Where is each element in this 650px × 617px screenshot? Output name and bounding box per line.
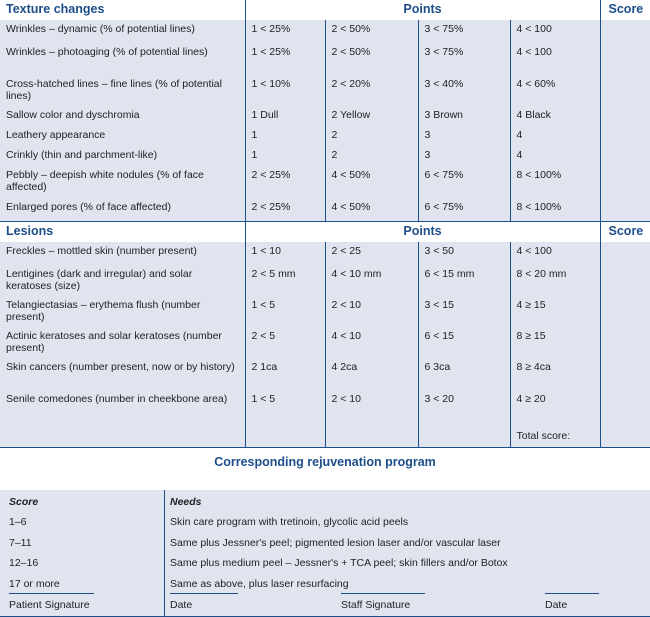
points-cell: 2 < 25% <box>245 166 325 198</box>
points-cell: 4 < 100 <box>510 43 600 75</box>
points-cell: 8 < 100% <box>510 166 600 198</box>
criterion-label: Cross-hatched lines – fine lines (% of potential lines) <box>0 75 245 106</box>
score-cell[interactable] <box>600 75 650 106</box>
points-cell: 6 < 15 <box>418 327 510 358</box>
points-cell: 2 Yellow <box>325 106 418 126</box>
points-cell: 2 < 25 <box>325 242 418 265</box>
total-score-cell[interactable] <box>600 422 650 447</box>
points-cell: 4 < 100 <box>510 242 600 265</box>
score-cell[interactable] <box>600 166 650 198</box>
score-cell[interactable] <box>600 242 650 265</box>
score-cell[interactable] <box>600 106 650 126</box>
points-cell: 2 < 25% <box>245 198 325 221</box>
score-cell[interactable] <box>600 327 650 358</box>
points-cell: 8 < 100% <box>510 198 600 221</box>
score-cell[interactable] <box>600 390 650 422</box>
score-cell[interactable] <box>600 20 650 43</box>
score-range: 12–16 <box>9 557 39 569</box>
criterion-label: Crinkly (thin and parchment-like) <box>0 146 245 166</box>
table-row <box>0 43 650 75</box>
score-header: Score <box>9 496 39 508</box>
points-cell: 2 <box>325 126 418 146</box>
needs-text: Same plus medium peel – Jessner's + TCA peel; skin fillers and/or Botox <box>170 557 508 569</box>
points-cell: 3 <box>418 126 510 146</box>
score-range: 17 or more <box>9 577 60 590</box>
points-cell: 2 < 10 <box>325 390 418 422</box>
points-cell: 1 Dull <box>245 106 325 126</box>
table-row <box>0 198 650 221</box>
points-cell: 1 <box>245 126 325 146</box>
lesions-header: Lesions <box>0 221 245 242</box>
table-row <box>0 296 650 327</box>
program-row <box>0 553 650 573</box>
needs-text: Same as above, plus laser resurfacing <box>170 577 349 590</box>
points-cell: 6 < 75% <box>418 166 510 198</box>
table-row <box>0 390 650 422</box>
points-cell: 8 ≥ 15 <box>510 327 600 358</box>
points-cell: 3 < 15 <box>418 296 510 327</box>
score-cell[interactable] <box>600 358 650 390</box>
criterion-label: Enlarged pores (% of face affected) <box>0 198 245 221</box>
patient-signature-field[interactable]: Patient Signature <box>9 590 94 616</box>
points-cell: 1 < 10% <box>245 75 325 106</box>
needs-text: Skin care program with tretinoin, glycolic acid peels <box>170 516 409 528</box>
criterion-label: Freckles – mottled skin (number present) <box>0 242 245 265</box>
criterion-label: Pebbly – deepish white nodules (% of face affected) <box>0 166 245 198</box>
table-row <box>0 327 650 358</box>
texture-header: Texture changes <box>0 0 245 20</box>
table-row <box>0 166 650 198</box>
criterion-label: Senile comedones (number in cheekbone area) <box>0 390 245 422</box>
points-cell: 2 < 10 <box>325 296 418 327</box>
points-cell: 6 3ca <box>418 358 510 390</box>
program-table <box>0 490 650 617</box>
points-cell: 4 < 10 <box>325 327 418 358</box>
points-header: Points <box>245 221 600 242</box>
score-range: 7–11 <box>9 536 32 549</box>
points-cell: 3 < 20 <box>418 390 510 422</box>
needs-header: Needs <box>170 496 202 508</box>
table-row <box>0 146 650 166</box>
criterion-label: Actinic keratoses and solar keratoses (number present) <box>0 327 245 358</box>
points-cell: 2 1ca <box>245 358 325 390</box>
staff-signature-field[interactable]: Staff Signature <box>341 590 425 616</box>
table-row <box>0 75 650 106</box>
points-cell: 3 < 75% <box>418 43 510 75</box>
points-cell: 4 Black <box>510 106 600 126</box>
score-cell[interactable] <box>600 265 650 296</box>
table-row <box>0 265 650 296</box>
points-cell: 3 Brown <box>418 106 510 126</box>
points-cell: 4 < 10 mm <box>325 265 418 296</box>
points-cell: 2 < 50% <box>325 43 418 75</box>
points-cell: 1 < 5 <box>245 390 325 422</box>
points-cell: 4 ≥ 20 <box>510 390 600 422</box>
points-cell: 2 < 20% <box>325 75 418 106</box>
points-cell: 3 < 75% <box>418 20 510 43</box>
criterion-label: Leathery appearance <box>0 126 245 146</box>
points-cell: 8 ≥ 4ca <box>510 358 600 390</box>
criterion-label: Lentigines (dark and irregular) and solar keratoses (size) <box>0 265 245 296</box>
points-cell: 4 <box>510 146 600 166</box>
score-range: 1–6 <box>9 516 27 528</box>
table-row <box>0 358 650 390</box>
criterion-label: Skin cancers (number present, now or by history) <box>0 358 245 390</box>
points-cell: 3 < 50 <box>418 242 510 265</box>
score-header: Score <box>600 221 650 242</box>
points-cell: 4 ≥ 15 <box>510 296 600 327</box>
points-cell: 4 2ca <box>325 358 418 390</box>
score-header: Score <box>600 0 650 20</box>
staff-date-field[interactable]: Date <box>545 590 599 616</box>
points-cell: 4 < 100 <box>510 20 600 43</box>
needs-text: Same plus Jessner's peel; pigmented lesion laser and/or vascular laser <box>170 536 501 549</box>
points-cell: 3 < 40% <box>418 75 510 106</box>
criterion-label: Sallow color and dyschromia <box>0 106 245 126</box>
criterion-label: Wrinkles – photoaging (% of potential lines) <box>0 43 245 75</box>
points-cell: 3 <box>418 146 510 166</box>
points-cell: 1 < 25% <box>245 43 325 75</box>
program-title: Corresponding rejuvenation program <box>0 447 650 476</box>
criterion-label: Wrinkles – dynamic (% of potential lines) <box>0 20 245 43</box>
points-cell: 2 < 5 <box>245 327 325 358</box>
score-cell[interactable] <box>600 43 650 75</box>
criterion-label: Telangiectasias – erythema flush (number present) <box>0 296 245 327</box>
program-row <box>0 512 650 532</box>
score-cell[interactable] <box>600 146 650 166</box>
points-header: Points <box>245 0 600 20</box>
score-cell[interactable] <box>600 198 650 221</box>
points-cell: 1 <box>245 146 325 166</box>
score-cell[interactable] <box>600 296 650 327</box>
points-cell: 1 < 5 <box>245 296 325 327</box>
points-cell: 1 < 10 <box>245 242 325 265</box>
points-cell: 6 < 15 mm <box>418 265 510 296</box>
table-row <box>0 126 650 146</box>
points-cell: 4 < 60% <box>510 75 600 106</box>
points-cell: 2 < 5 mm <box>245 265 325 296</box>
score-cell[interactable] <box>600 126 650 146</box>
total-score-label: Total score: <box>510 422 600 447</box>
points-cell: 6 < 75% <box>418 198 510 221</box>
points-cell: 2 < 50% <box>325 20 418 43</box>
points-cell: 1 < 25% <box>245 20 325 43</box>
table-row <box>0 20 650 43</box>
patient-date-field[interactable]: Date <box>170 590 238 616</box>
points-cell: 8 < 20 mm <box>510 265 600 296</box>
points-cell: 4 < 50% <box>325 166 418 198</box>
points-cell: 4 < 50% <box>325 198 418 221</box>
points-cell: 2 <box>325 146 418 166</box>
points-cell: 4 <box>510 126 600 146</box>
program-row <box>0 533 650 553</box>
table-row <box>0 242 650 265</box>
table-row <box>0 106 650 126</box>
